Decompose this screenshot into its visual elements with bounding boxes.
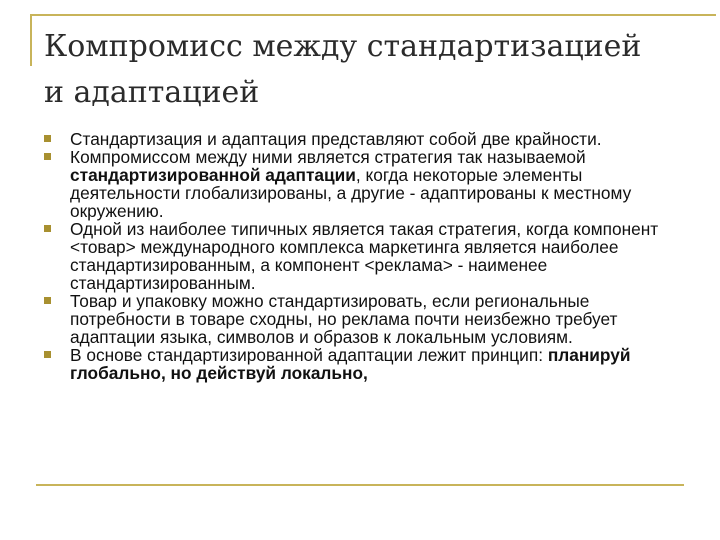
bullet-text: Стандартизация и адаптация представляют собой две крайности.: [70, 129, 602, 149]
list-item: [44, 130, 674, 148]
square-bullet-icon: [44, 135, 51, 142]
bullet-text-bold: планируй глобально, но действуй локально,: [70, 345, 631, 383]
title-line-2: и адаптацией: [44, 75, 260, 110]
list-item: [44, 148, 674, 220]
title-line-1: Компромисс между стандартизацией: [44, 29, 642, 64]
bottom-rule: [36, 484, 684, 486]
bullet-text-after: , когда некоторые элементы деятельности глобализированы, а другие - адаптированы к местному окружению.: [70, 165, 632, 221]
square-bullet-icon: [44, 297, 51, 304]
slide-title: [44, 24, 704, 116]
list-item: [44, 220, 674, 292]
square-bullet-icon: [44, 153, 51, 160]
list-item: [44, 292, 674, 346]
bullet-text: Одной из наиболее типичных является такая стратегия, когда компонент <товар> международного комплекса маркетинга является наиболее стандартизированным, а компонент <реклама> - наименее стандартизированным.: [70, 219, 659, 293]
bullet-list: [44, 130, 674, 382]
bullet-text: Товар и упаковку можно стандартизировать, если региональные потребности в товаре сходны, но реклама почти неизбежно требует адаптации языка, символов и образов к локальным условиям.: [70, 291, 618, 347]
square-bullet-icon: [44, 351, 51, 358]
title-frame-top-rule: [30, 14, 716, 16]
list-item: [44, 346, 674, 382]
bullet-text-before: Компромиссом между ними является стратегия так называемой: [70, 147, 586, 167]
square-bullet-icon: [44, 225, 51, 232]
bullet-text-bold: стандартизированной адаптации: [70, 165, 356, 185]
bullet-text-before: В основе стандартизированной адаптации лежит принцип:: [70, 345, 548, 365]
title-frame-left-rule: [30, 14, 32, 66]
